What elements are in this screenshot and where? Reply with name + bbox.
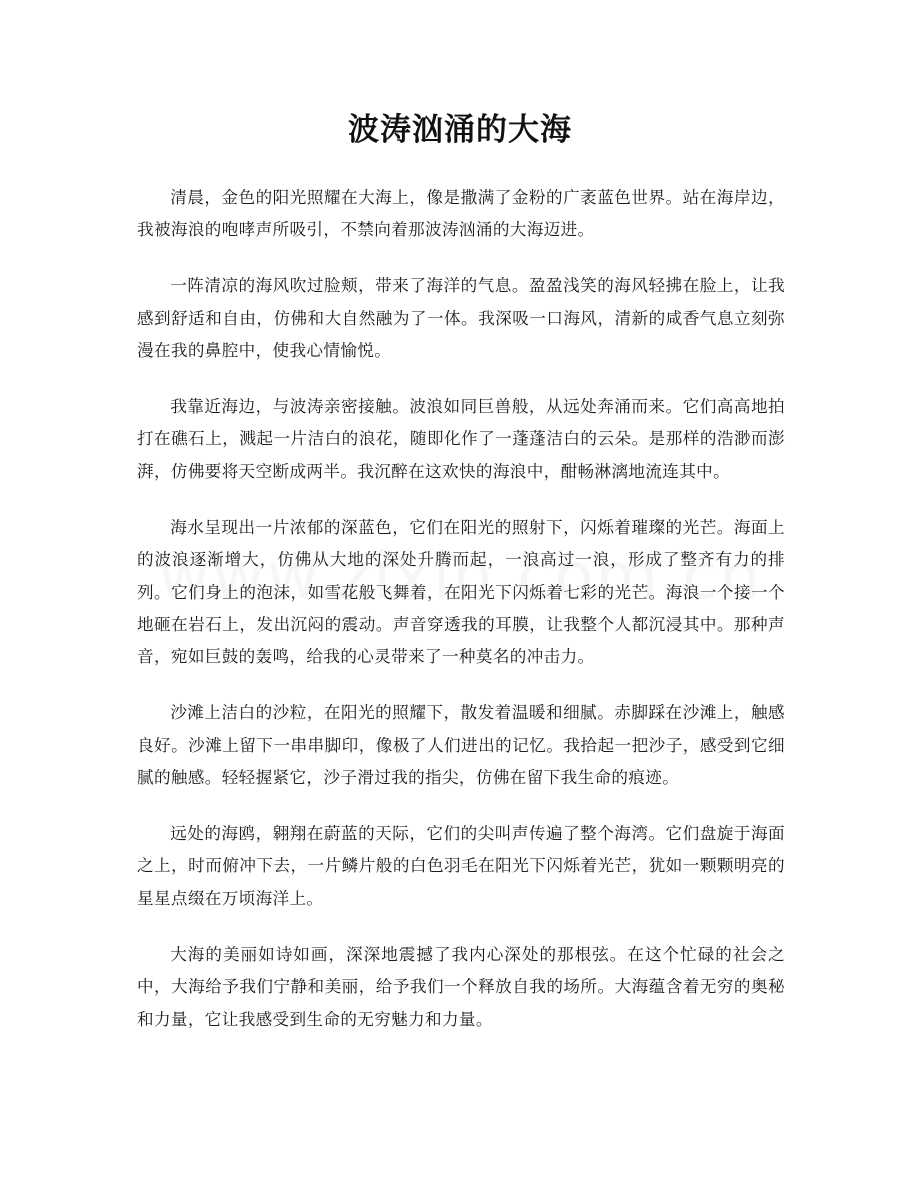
paragraph-2: 一阵清凉的海风吹过脸颊，带来了海洋的气息。盈盈浅笑的海风轻拂在脸上，让我感到舒适和自由，仿佛和大自然融为了一体。我深吸一口海风，清新的咸香气息立刻弥漫在我的鼻腔中，使我心情愉悦。 [137, 276, 785, 361]
paragraph-5: 沙滩上洁白的沙粒，在阳光的照耀下，散发着温暖和细腻。赤脚踩在沙滩上，触感良好。沙滩上留下一串串脚印，像极了人们进出的记忆。我拾起一把沙子，感受到它细腻的触感。轻轻握紧它，沙子滑过我的指尖，仿佛在留下我生命的痕迹。 [137, 703, 785, 788]
paragraph-3: 我靠近海边，与波涛亲密接触。波浪如同巨兽般，从远处奔涌而来。它们高高地拍打在礁石上，溅起一片洁白的浪花，随即化作了一蓬蓬洁白的云朵。是那样的浩渺而澎湃，仿佛要将天空断成两半。我沉醉在这欢快的海浪中，酣畅淋漓地流连其中。 [137, 397, 785, 481]
document-title: 波涛汹涌的大海 [348, 112, 572, 148]
paragraph-7: 大海的美丽如诗如画，深深地震撼了我内心深处的那根弦。在这个忙碌的社会之中，大海给予我们宁静和美丽，给予我们一个释放自我的场所。大海蕴含着无穷的奥秘和力量，它让我感受到生命的无穷魅力和力量。 [137, 944, 785, 1029]
paragraph-6: 远处的海鸥，翱翔在蔚蓝的天际，它们的尖叫声传遍了整个海湾。它们盘旋于海面之上，时而俯冲下去，一片鳞片般的白色羽毛在阳光下闪烁着光芒，犹如一颗颗明亮的星星点缀在万顷海洋上。 [137, 824, 785, 908]
document-body [137, 182, 785, 1059]
paragraph-4: 海水呈现出一片浓郁的深蓝色，它们在阳光的照射下，闪烁着璀璨的光芒。海面上的波浪逐渐增大，仿佛从大地的深处升腾而起，一浪高过一浪，形成了整齐有力的排列。它们身上的泡沫，如雪花般飞舞着，在阳光下闪烁着七彩的光芒。海浪一个接一个地砸在岩石上，发出沉闷的震动。声音穿透我的耳膜，让我整个人都沉浸其中。那种声音，宛如巨鼓的轰鸣，给我的心灵带来了一种莫名的冲击力。 [137, 517, 785, 667]
paragraph-1: 清晨，金色的阳光照耀在大海上，像是撒满了金粉的广袤蓝色世界。站在海岸边，我被海浪的咆哮声所吸引，不禁向着那波涛汹涌的大海迈进。 [137, 188, 785, 240]
